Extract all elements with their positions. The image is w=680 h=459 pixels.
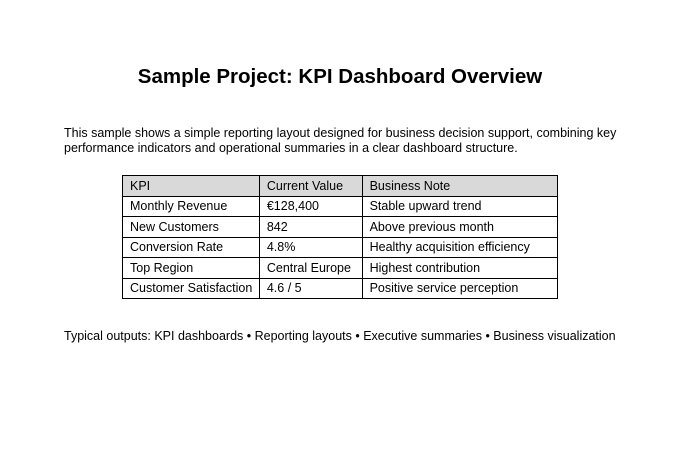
kpi-cell: New Customers (123, 217, 260, 238)
table-header-row (123, 176, 558, 197)
kpi-cell: Top Region (123, 258, 260, 279)
note-cell: Positive service perception (362, 278, 557, 299)
value-cell: 4.8% (259, 237, 362, 258)
value-cell: €128,400 (259, 196, 362, 217)
kpi-table (122, 175, 558, 299)
note-cell: Stable upward trend (362, 196, 557, 217)
table-row (123, 278, 558, 299)
table-row (123, 217, 558, 238)
table-row (123, 258, 558, 279)
kpi-cell: Customer Satisfaction (123, 278, 260, 299)
header-current-value: Current Value (259, 176, 362, 197)
kpi-cell: Conversion Rate (123, 237, 260, 258)
kpi-cell: Monthly Revenue (123, 196, 260, 217)
table-row (123, 237, 558, 258)
typical-outputs-line: Typical outputs: KPI dashboards • Reporting layouts • Executive summaries • Business visualization (64, 329, 616, 343)
page-title: Sample Project: KPI Dashboard Overview (137, 65, 543, 88)
table-row (123, 196, 558, 217)
intro-paragraph: This sample shows a simple reporting layout designed for business decision support, combining key performance indicators and operational summaries in a clear dashboard structure. (64, 126, 617, 155)
value-cell: 4.6 / 5 (259, 278, 362, 299)
note-cell: Healthy acquisition efficiency (362, 237, 557, 258)
header-business-note: Business Note (362, 176, 557, 197)
header-kpi: KPI (123, 176, 260, 197)
value-cell: Central Europe (259, 258, 362, 279)
note-cell: Above previous month (362, 217, 557, 238)
value-cell: 842 (259, 217, 362, 238)
note-cell: Highest contribution (362, 258, 557, 279)
